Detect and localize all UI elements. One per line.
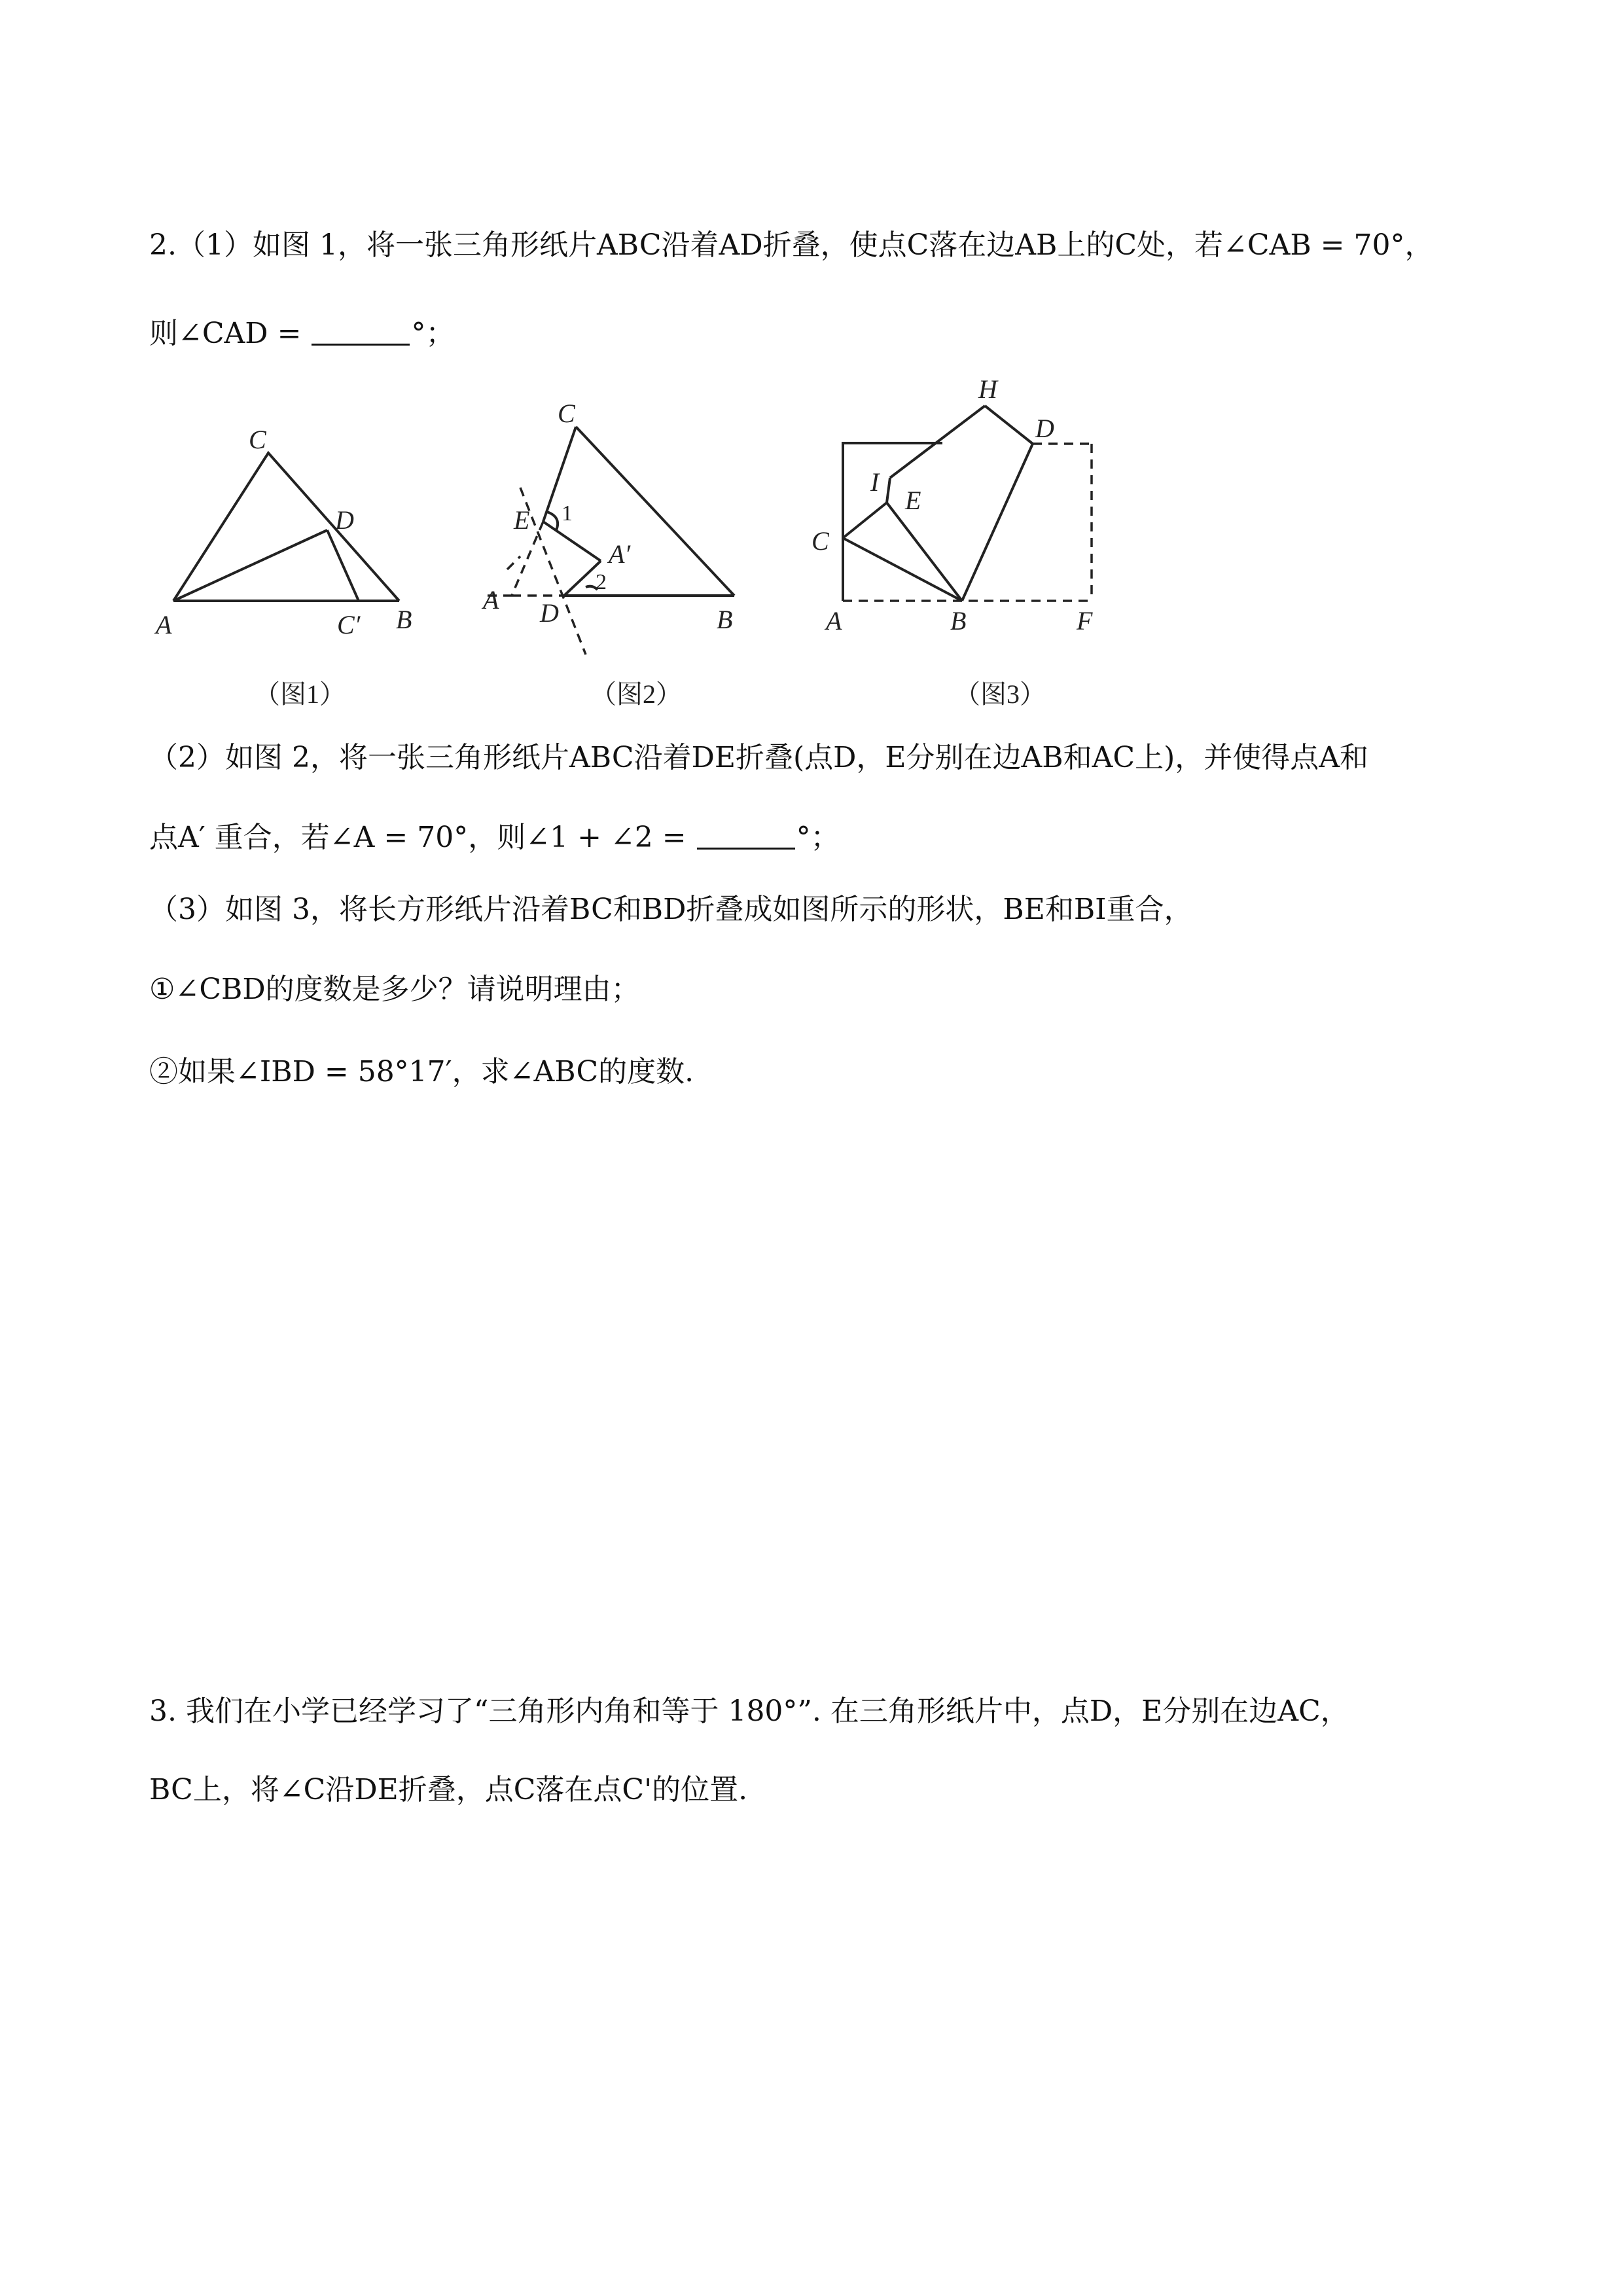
fig1-label-D: D — [335, 505, 354, 535]
fig3-label-A: A — [826, 606, 842, 636]
fig2-caption: （图2） — [590, 679, 682, 709]
fig2-label-2: 2 — [596, 570, 607, 594]
figure-1 — [154, 425, 412, 639]
fig2-label-1: 1 — [562, 501, 573, 526]
fig3-label-B: B — [950, 606, 967, 636]
q2-part2-line1: （2）如图 2，将一张三角形纸片ABC沿着DE折叠(点D，E分别在边AB和AC上)，并使得点A和 — [149, 741, 1369, 774]
fig2-label-A1: A′ — [609, 539, 631, 569]
fig1-caption: （图1） — [254, 679, 346, 709]
fig3-label-E: E — [905, 486, 921, 515]
q2-part3-question2: ②如果∠IBD = 58°17′，求∠ABC的度数. — [149, 1055, 694, 1088]
q2-part3-line1: （3）如图 3，将长方形纸片沿着BC和BD折叠成如图所示的形状，BE和BI重合， — [149, 893, 1193, 926]
q2-part2-line2 — [149, 818, 840, 857]
fig1-label-C1: C′ — [337, 610, 361, 639]
fig3-label-D: D — [1035, 414, 1054, 443]
q2-part1-line1: 2.（1）如图 1，将一张三角形纸片ABC沿着AD折叠，使点C落在边AB上的C处，若∠CAB = 70°， — [149, 228, 1434, 262]
q2-part1-prefix: 则∠CAD = — [149, 317, 311, 350]
fig2-label-C: C — [558, 399, 575, 428]
fig3-label-H: H — [978, 374, 997, 404]
figures-row — [0, 0, 1623, 733]
fig2-label-B: B — [717, 605, 733, 634]
q3-line1: 3. 我们在小学已经学习了“三角形内角和等于 180°”. 在三角形纸片中，点D，E分别在边AC， — [149, 1695, 1349, 1728]
fig3-label-I: I — [870, 467, 880, 497]
q2-part3-question1: ①∠CBD的度数是多少？请说明理由； — [149, 973, 640, 1006]
fig2-label-A: A — [483, 585, 499, 615]
figure-2 — [481, 399, 734, 655]
fig1-label-C: C — [249, 425, 266, 454]
fig3-caption: （图3） — [954, 679, 1046, 709]
q2-part1-suffix: °； — [411, 317, 455, 350]
fig3-label-F: F — [1077, 606, 1093, 636]
q2-part2-prefix: 点A′ 重合，若∠A = 70°，则∠1 + ∠2 = — [149, 821, 696, 854]
fig1-label-A: A — [156, 610, 172, 639]
fig2-label-D: D — [540, 598, 559, 628]
q2-part2-suffix: °； — [796, 821, 840, 854]
fig2-label-E: E — [514, 505, 530, 535]
q3-line2: BC上，将∠C沿DE折叠，点C落在点C'的位置. — [149, 1773, 748, 1806]
fig3-label-C: C — [812, 526, 829, 556]
figure-3 — [812, 374, 1093, 636]
fig1-label-B: B — [396, 605, 412, 634]
answer-blank-2[interactable] — [697, 824, 795, 850]
